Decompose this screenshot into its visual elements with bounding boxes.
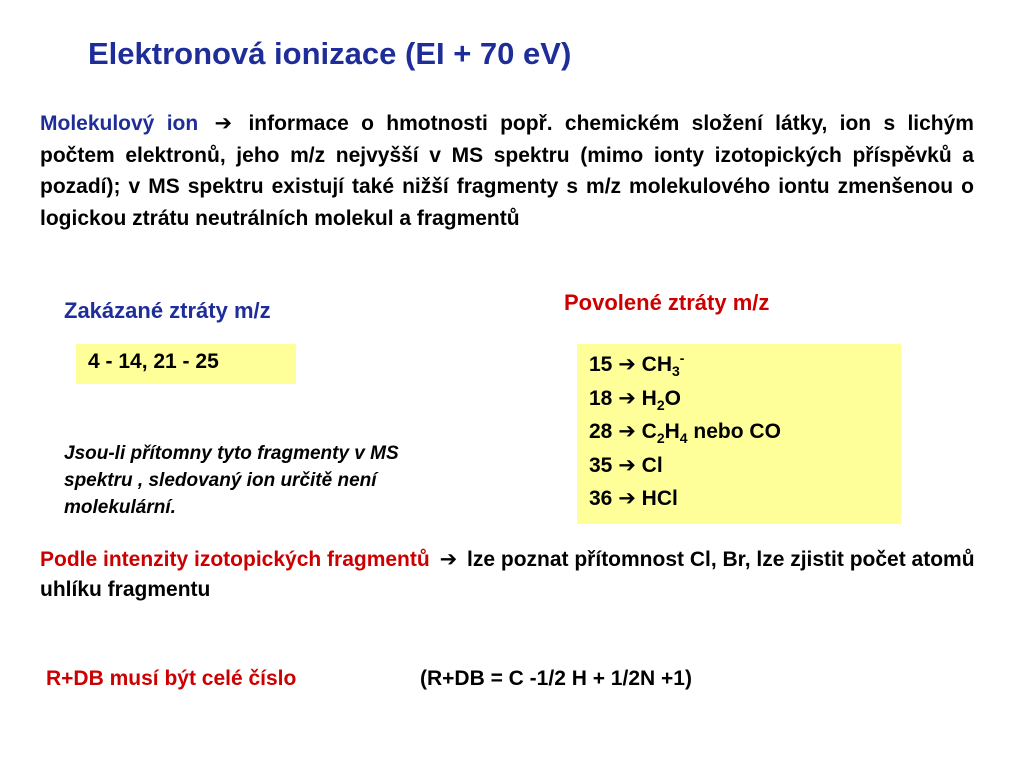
forbidden-note: Jsou-li přítomny tyto fragmenty v MS spektru , sledovaný ion určitě není molekulární. [64, 443, 399, 518]
forbidden-box [76, 344, 296, 384]
molecular-ion-text: informace o hmotnosti popř. chemickém složení látky, ion s lichým počtem elektronů, jeho m/z nejvyšší v MS spektru (mimo ionty izotopických příspěvků a pozadí); v MS spektru existují také nižší fragmenty s m/z molekulového iontu zmenšenou o logickou ztrátu neutrálních molekul a fragmentů [40, 112, 974, 230]
forbidden-range: 4 - 14, 21 - 25 [88, 350, 219, 373]
allowed-item-28: 28 ➔ $C_2H_4$ nebo CO [589, 420, 781, 447]
page-title: Elektronová ionizace (EI + 70 eV) [88, 36, 572, 71]
allowed-box [577, 344, 901, 524]
molecular-ion-paragraph [40, 108, 974, 234]
allowed-heading: Povolené ztráty m/z [564, 290, 770, 315]
allowed-item-15: 15 ➔ $CH_3^-$ [589, 350, 685, 380]
right-arrow-icon: ➔ [618, 453, 636, 477]
right-arrow-icon: ➔ [439, 548, 458, 571]
intensity-label: Podle intenzity izotopických fragmentů [40, 548, 430, 571]
right-arrow-icon: ➔ [618, 386, 636, 410]
rdb-label: R+DB musí být celé číslo [46, 667, 297, 690]
intensity-paragraph [40, 545, 980, 605]
intensity-text: lze poznat přítomnost Cl, Br, lze zjistit počet atomů uhlíku fragmentu [40, 548, 975, 601]
allowed-item-36: 36 ➔ HCl [589, 487, 678, 510]
right-arrow-icon: ➔ [618, 353, 636, 376]
right-arrow-icon: ➔ [618, 487, 636, 510]
allowed-item-35: 35 ➔ Cl [589, 453, 663, 477]
molecular-ion-label: Molekulový ion [40, 112, 199, 135]
rdb-formula: (R+DB = C -1/2 H + 1/2N +1) [420, 667, 692, 690]
forbidden-heading: Zakázané ztráty m/z [64, 298, 271, 323]
right-arrow-icon: ➔ [214, 112, 233, 135]
right-arrow-icon: ➔ [618, 420, 636, 443]
allowed-item-18: 18 ➔ $H_2O$ [589, 386, 681, 413]
